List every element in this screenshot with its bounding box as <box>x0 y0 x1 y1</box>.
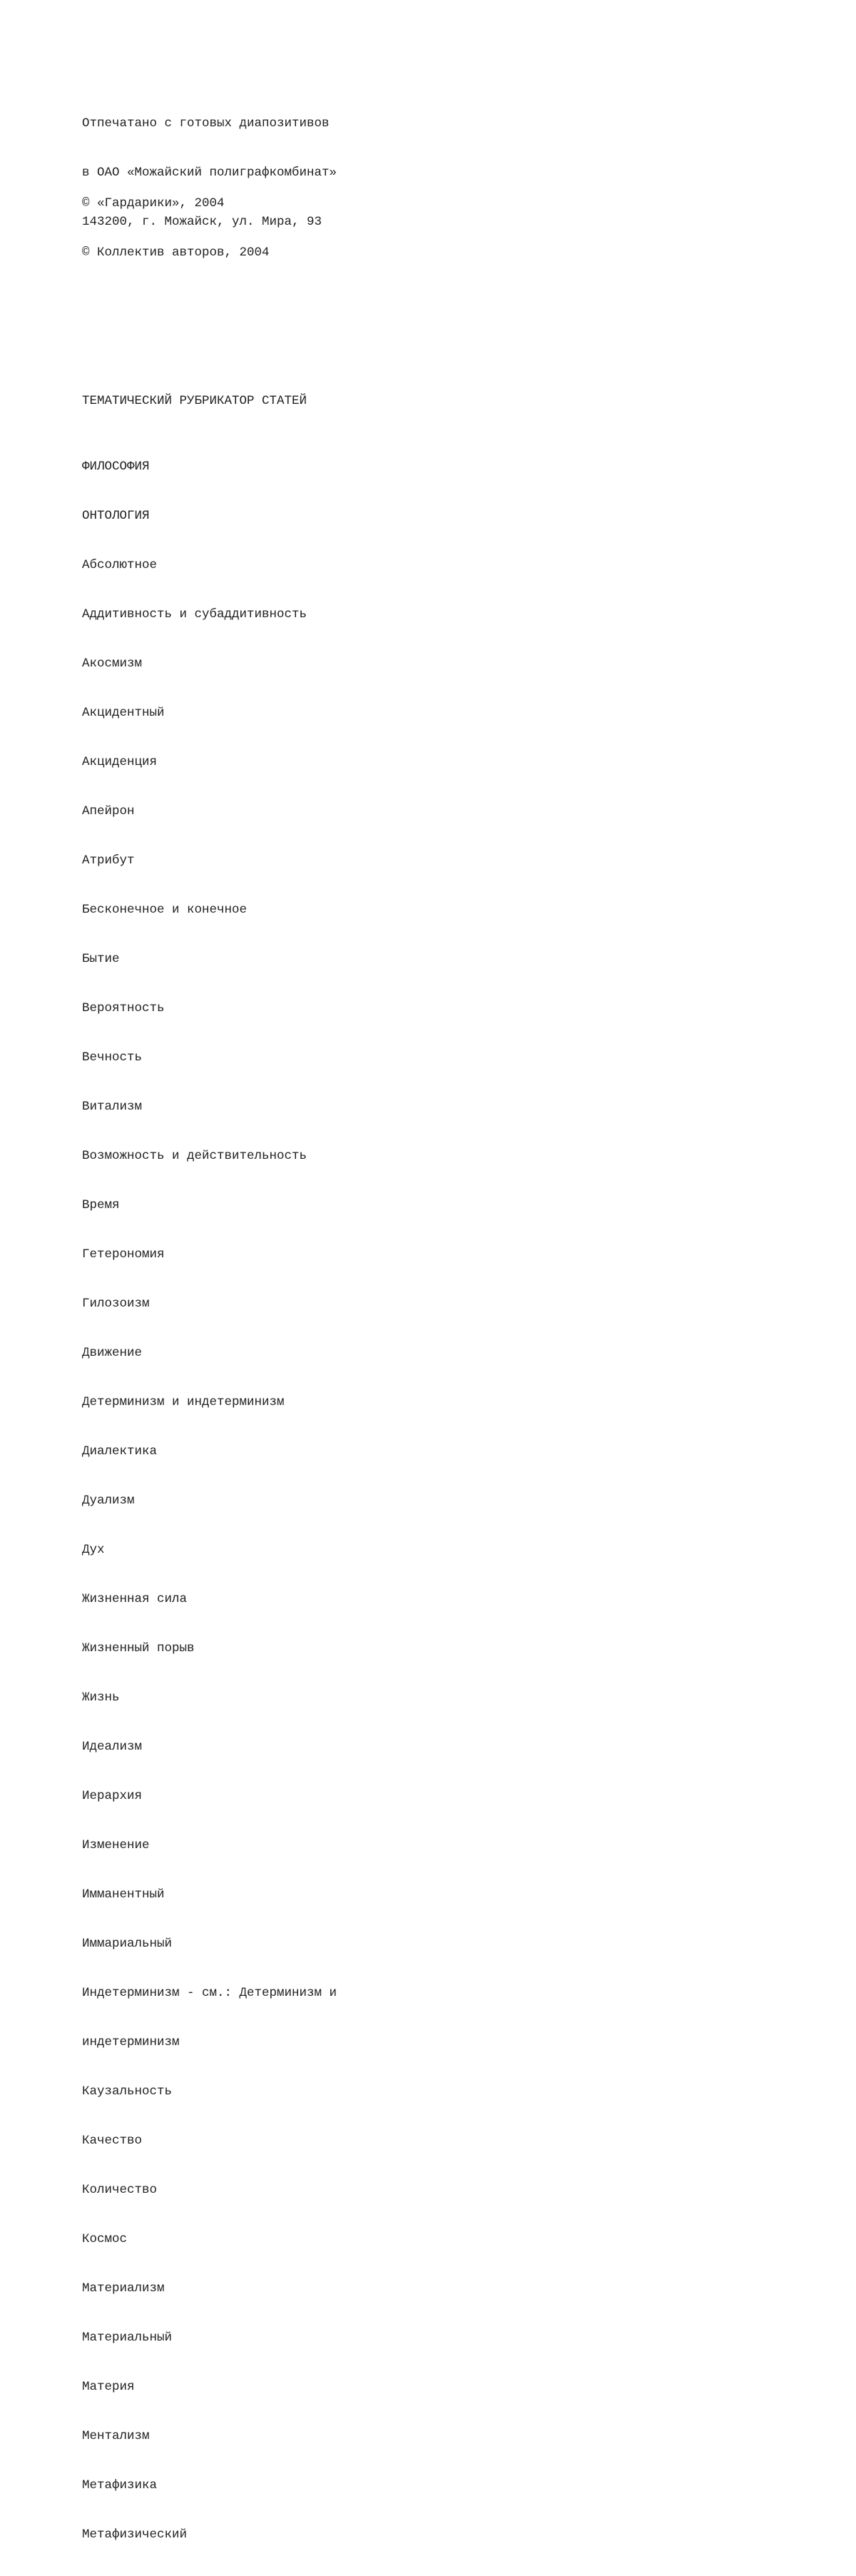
rubricator-entry: Акосмизм <box>82 656 143 671</box>
rubricator-entry: Аддитивность и субаддитивность <box>82 607 307 622</box>
rubricator-entry: Время <box>82 1198 120 1212</box>
rubricator-entry: Витализм <box>82 1100 143 1114</box>
rubricator-entry: Жизненный порыв <box>82 1641 195 1655</box>
rubricator-entry: Акцидентный <box>82 706 165 720</box>
rubricator-entry: ОНТОЛОГИЯ <box>82 509 150 523</box>
rubricator-entry: Материализм <box>82 2281 165 2296</box>
rubricator-entry: Каузальность <box>82 2084 173 2099</box>
rubricator-entry: Дух <box>82 1543 105 1557</box>
rubricator-entry: Качество <box>82 2134 143 2148</box>
rubricator-entry: Абсолютное <box>82 558 158 572</box>
rubricator-entry: Иммариальный <box>82 1937 173 1951</box>
rubricator-title: ТЕМАТИЧЕСКИЙ РУБРИКАТОР СТАТЕЙ <box>82 394 307 408</box>
rubricator-entry: Вероятность <box>82 1001 165 1015</box>
rubricator-entry: Диалектика <box>82 1444 158 1459</box>
rubricator-entry: Бытие <box>82 952 120 966</box>
rubricator-list <box>82 426 337 2576</box>
rubricator-entry: Иерархия <box>82 1789 143 1803</box>
rubricator-entry: Движение <box>82 1346 143 1360</box>
rubricator-entry: Материальный <box>82 2331 173 2345</box>
rubricator-entry: Вечность <box>82 1050 143 1065</box>
rubricator-entry: Акциденция <box>82 755 158 769</box>
rubricator-entry: Детерминизм и индетерминизм <box>82 1395 285 1409</box>
rubricator-entry: Имманентный <box>82 1887 165 1902</box>
rubricator-entry: Гетерономия <box>82 1247 165 1262</box>
rubricator-entry: ФИЛОСОФИЯ <box>82 460 150 474</box>
imprint-line: Отпечатано с готовых диапозитивов <box>82 116 330 131</box>
rubricator-entry: Метафизический <box>82 2527 188 2542</box>
copyright-line: © «Гардарики», 2004 <box>82 196 225 211</box>
rubricator-entry: индетерминизм <box>82 2035 180 2049</box>
rubricator-entry: Апейрон <box>82 804 135 818</box>
imprint-line: в ОАО «Можайский полиграфкомбинат» <box>82 166 337 180</box>
copyright-line: © Коллектив авторов, 2004 <box>82 245 270 260</box>
rubricator-entry: Индетерминизм - см.: Детерминизм и <box>82 1986 337 2000</box>
rubricator-entry: Гилозоизм <box>82 1297 150 1311</box>
rubricator-entry: Жизнь <box>82 1690 120 1705</box>
rubricator-entry: Атрибут <box>82 853 135 868</box>
rubricator-entry: Изменение <box>82 1838 150 1852</box>
rubricator-entry: Дуализм <box>82 1494 135 1508</box>
imprint-line: 143200, г. Можайск, ул. Мира, 93 <box>82 215 322 229</box>
rubricator-entry: Возможность и действительность <box>82 1149 307 1163</box>
rubricator-entry: Идеализм <box>82 1740 143 1754</box>
rubricator-entry: Бесконечное и конечное <box>82 903 248 917</box>
rubricator-entry: Материя <box>82 2380 135 2394</box>
rubricator-entry: Метафизика <box>82 2478 158 2493</box>
rubricator-entry: Космос <box>82 2232 128 2246</box>
rubricator-entry: Жизненная сила <box>82 1592 188 1606</box>
copyright-block <box>82 163 270 294</box>
rubricator-entry: Количество <box>82 2183 158 2197</box>
rubricator-entry: Ментализм <box>82 2429 150 2443</box>
